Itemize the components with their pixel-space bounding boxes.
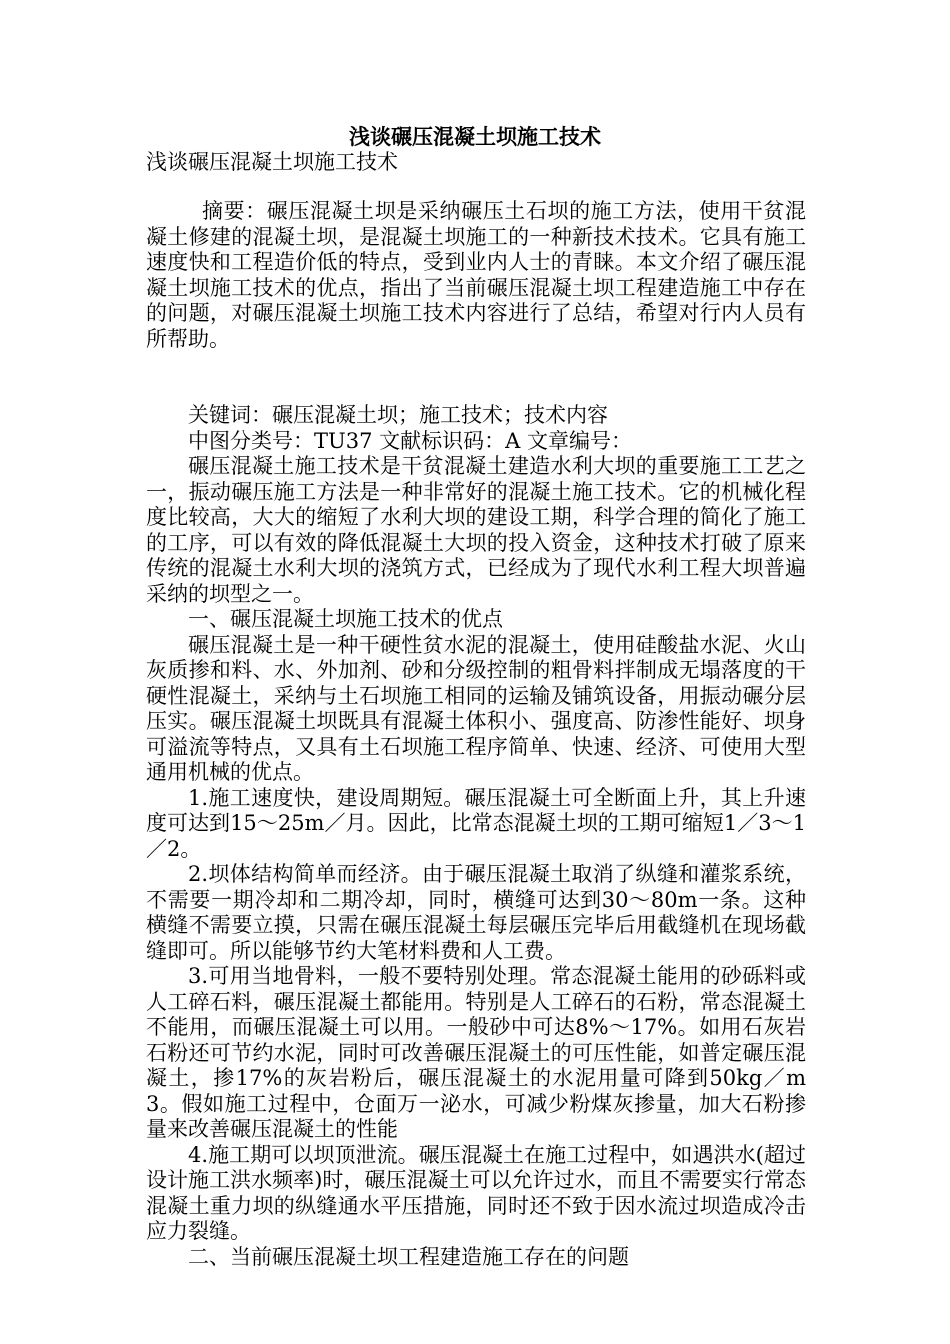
document-body (146, 199, 806, 1270)
document-title: 浅谈碾压混凝土坝施工技术 (349, 124, 601, 149)
advantages-paragraph: 碾压混凝土是一种干硬性贫水泥的混凝土，使用硅酸盐水泥、火山灰质掺和料、水、外加剂、砂和分级控制的粗骨料拌制成无塌落度的干硬性混凝土，采纳与土石坝施工相同的运输及铺筑设备，用振动碾分层压实。碾压混凝土坝既具有混凝土体积小、强度高、防渗性能好、坝身可溢流等特点，又具有土石坝施工程序简单、快速、经济、可使用大型通用机械的优点。 (146, 632, 806, 784)
blank-line (146, 378, 806, 404)
blank-line (146, 352, 806, 378)
section-heading-problems: 二、当前碾压混凝土坝工程建造施工存在的问题 (188, 1244, 629, 1269)
intro-paragraph: 碾压混凝土施工技术是干贫混凝土建造水利大坝的重要施工工艺之一，振动碾压施工方法是一种非常好的混凝土施工技术。它的机械化程度比较高，大大的缩短了水利大坝的建设工期，科学合理的简化了施工的工序，可以有效的降低混凝土大坝的投入资金，这种技术打破了原来传统的混凝土水利大坝的浇筑方式，已经成为了现代水利工程大坝普遍采纳的坝型之一。 (146, 454, 806, 606)
document-subtitle: 浅谈碾压混凝土坝施工技术 (146, 150, 398, 174)
abstract-paragraph: 摘要：碾压混凝土坝是采纳碾压土石坝的施工方法，使用干贫混凝土修建的混凝土坝，是混凝土坝施工的一种新技术技术。它具有施工速度快和工程造价低的特点，受到业内人士的青睐。本文介绍了碾压混凝土坝施工技术的优点，指出了当前碾压混凝土坝工程建造施工中存在的问题，对碾压混凝土坝施工技术内容进行了总结，希望对行内人员有所帮助。 (146, 199, 806, 351)
keywords-line: 关键词：碾压混凝土坝；施工技术；技术内容 (188, 403, 608, 427)
classification-line: 中图分类号：TU37 文献标识码：A 文章编号： (188, 428, 632, 453)
advantage-point-4: 4.施工期可以坝顶泄流。碾压混凝土在施工过程中，如遇洪水(超过设计施工洪水频率)时，碾压混凝土可以允许过水，而且不需要实行常态混凝土重力坝的纵缝通水平压措施，同时还不致于因水流过坝造成冷击应力裂缝。 (146, 1142, 806, 1243)
advantage-point-2: 2.坝体结构简单而经济。由于碾压混凝土取消了纵缝和灌浆系统，不需要一期冷却和二期冷却，同时，横缝可达到30～80m一条。这种横缝不需要立摸，只需在碾压混凝土每层碾压完毕后用截缝机在现场截缝即可。所以能够节约大笔材料费和人工费。 (146, 862, 806, 963)
advantage-point-3: 3.可用当地骨料，一般不要特别处理。常态混凝土能用的砂砾料或人工碎石料，碾压混凝土都能用。特别是人工碎石的石粉，常态混凝土不能用，而碾压混凝土可以用。一般砂中可达8%～17%。如用石灰岩石粉还可节约水泥，同时可改善碾压混凝土的可压性能，如普定碾压混凝土，掺17%的灰岩粉后，碾压混凝土的水泥用量可降到50kg／m 3。假如施工过程中，仓面万一泌水，可减少粉煤灰掺量，加大石粉掺量来改善碾压混凝土的性能 (146, 964, 806, 1141)
section-heading-advantages: 一、碾压混凝土坝施工技术的优点 (188, 607, 503, 631)
advantage-point-1: 1.施工速度快，建设周期短。碾压混凝土可全断面上升，其上升速度可达到15～25m／月。因此，比常态混凝土坝的工期可缩短1／3～1／2。 (146, 785, 806, 861)
